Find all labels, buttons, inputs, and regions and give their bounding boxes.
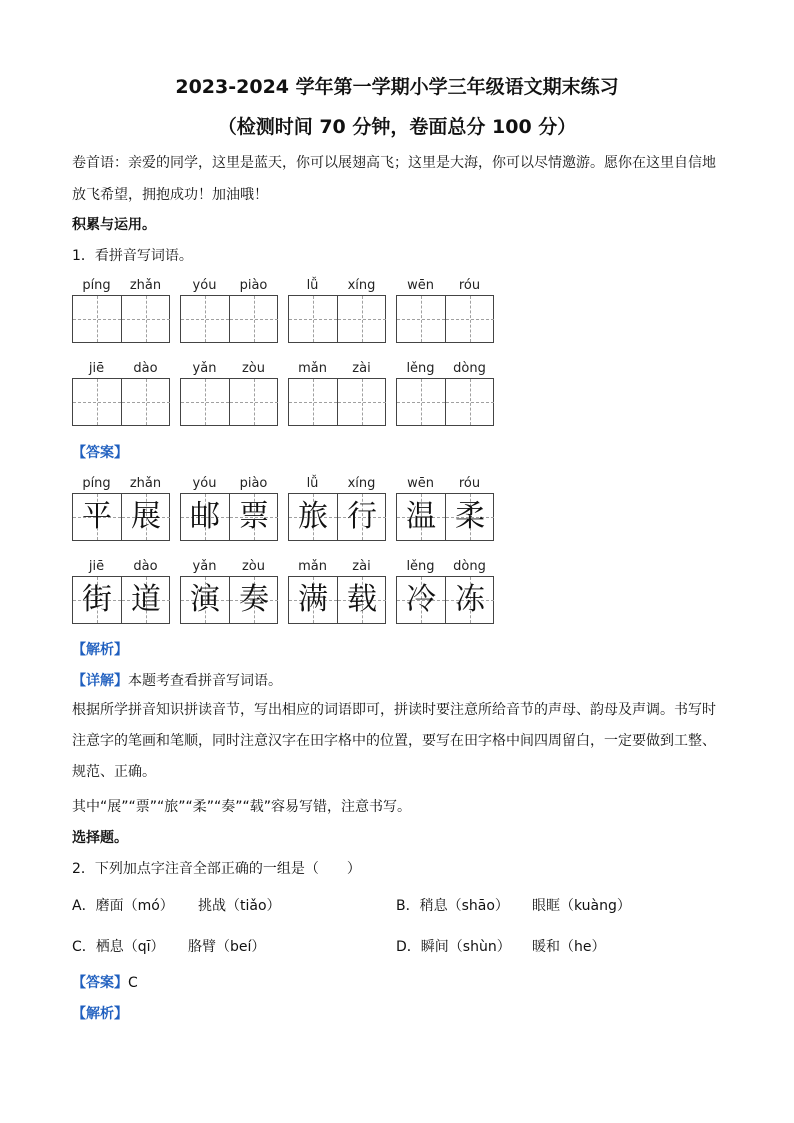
pinyin-label: yóu [192,278,217,293]
section-heading-1: 积累与运用。 [72,217,156,233]
tianzige-cell [229,577,278,623]
pinyin-label: dào [133,559,158,574]
page-subtitle: （检测时间 70 分钟，卷面总分 100 分） [217,116,577,138]
tianzige-cell [289,494,337,540]
tianzige-box [396,493,494,541]
answer-character: 满 [298,582,328,617]
tianzige-box [72,576,170,624]
option-a-1: A．磨面（mó） [72,898,174,914]
answer-character: 冷 [406,582,436,617]
pinyin-label: yǎn [192,559,217,574]
answer-character: 街 [82,582,112,617]
tianzige-cell [337,296,386,342]
answer-character: 奏 [239,582,269,617]
preface-line-1: 卷首语：亲爱的同学，这里是蓝天，你可以展翅高飞；这里是大海，你可以尽情邀游。愿你在这里自信地 [72,155,716,171]
analysis-note: 其中“展”“票”“旅”“柔”“奏”“载”容易写错，注意书写。 [72,799,412,815]
option-b-2: 眼眶（kuàng） [532,898,631,914]
tianzige-cell [181,494,229,540]
pinyin-label: zài [352,361,371,376]
section-heading-2: 选择题。 [72,830,128,846]
q2-answer-tag: 【答案】 [72,975,128,991]
tianzige-cell [121,296,170,342]
tianzige-cell [73,494,121,540]
detail-tag: 【详解】 [72,673,128,689]
tianzige-box [72,295,170,343]
q2-answer-value: C [128,975,138,991]
q2-analysis-tag: 【解析】 [72,1006,128,1022]
tianzige-box [180,295,278,343]
answer-tag: 【答案】 [72,445,128,461]
question-2: 2．下列加点字注音全部正确的一组是（ ） [72,861,361,877]
q2-answer-line [72,972,138,992]
tianzige-cell [121,379,170,425]
tianzige-cell [289,577,337,623]
pinyin-label: zòu [241,361,266,376]
tianzige-cell [397,494,445,540]
answer-character: 柔 [455,499,485,534]
tianzige-box [180,378,278,426]
option-b-1: B．稍息（shāo） [396,898,509,914]
pinyin-label: dòng [453,361,486,376]
answer-character: 载 [347,582,377,617]
preface-line-2: 放飞希望，拥抱成功！加油哦！ [72,187,268,203]
pinyin-label: zhǎn [129,278,162,293]
answer-character: 冻 [455,582,485,617]
option-a-2: 挑战（tiǎo） [198,898,281,914]
pinyin-label: yǎn [192,361,217,376]
analysis-tag: 【解析】 [72,642,128,658]
pinyin-label: lěng [406,559,435,574]
tianzige-cell [121,577,170,623]
pinyin-label: wēn [407,476,434,491]
option-d-1: D．瞬间（shùn） [396,939,511,955]
tianzige-box [288,493,386,541]
detail-line [72,670,282,690]
tianzige-cell [229,296,278,342]
tianzige-cell [181,577,229,623]
page-title: 2023-2024 学年第一学期小学三年级语文期末练习 [175,76,619,98]
tianzige-box [72,378,170,426]
analysis-paragraph: 根据所学拼音知识拼读音节，写出相应的词语即可，拼读时要注意所给音节的声母、韵母及声调。书写时注意字的笔画和笔顺，同时注意汉字在田字格中的位置，要写在田字格中间四周留白，一定要做到工整、规范、正确。 [72,702,716,780]
question-1: 1．看拼音写词语。 [72,248,193,264]
pinyin-label: píng [82,278,111,293]
tianzige-box [180,493,278,541]
tianzige-box [396,576,494,624]
tianzige-cell [337,379,386,425]
tianzige-cell [445,296,494,342]
tianzige-box [288,295,386,343]
pinyin-label: piào [239,278,268,293]
pinyin-label: jiē [88,361,105,376]
answer-character: 展 [131,499,161,534]
pinyin-label: xíng [347,278,376,293]
pinyin-label: xíng [347,476,376,491]
detail-text: 本题考查看拼音写词语。 [128,673,282,689]
pinyin-label: róu [458,476,481,491]
pinyin-label: zhǎn [129,476,162,491]
pinyin-label: yóu [192,476,217,491]
answer-character: 行 [347,499,377,534]
tianzige-cell [397,296,445,342]
tianzige-cell [181,379,229,425]
pinyin-label: lěng [406,361,435,376]
tianzige-cell [121,494,170,540]
pinyin-label: wēn [407,278,434,293]
tianzige-cell [337,577,386,623]
tianzige-cell [73,296,121,342]
tianzige-cell [397,577,445,623]
tianzige-box [180,576,278,624]
pinyin-label: lǚ [306,278,319,293]
tianzige-cell [397,379,445,425]
tianzige-box [396,378,494,426]
answer-character: 旅 [298,499,328,534]
tianzige-cell [229,494,278,540]
tianzige-box [396,295,494,343]
pinyin-label: píng [82,476,111,491]
tianzige-cell [445,577,494,623]
tianzige-cell [73,577,121,623]
pinyin-label: zòu [241,559,266,574]
tianzige-cell [289,379,337,425]
pinyin-label: mǎn [298,361,327,376]
option-c-1: C．栖息（qī） [72,939,165,955]
pinyin-label: lǚ [306,476,319,491]
answer-character: 演 [190,582,220,617]
answer-character: 邮 [190,499,220,534]
answer-character: 道 [131,582,161,617]
tianzige-cell [181,296,229,342]
tianzige-cell [73,379,121,425]
pinyin-label: dào [133,361,158,376]
answer-character: 票 [239,499,269,534]
tianzige-cell [445,379,494,425]
option-c-2: 胳臂（beí） [188,939,266,955]
tianzige-cell [337,494,386,540]
tianzige-box [288,378,386,426]
tianzige-cell [445,494,494,540]
pinyin-label: piào [239,476,268,491]
pinyin-label: dòng [453,559,486,574]
tianzige-cell [229,379,278,425]
tianzige-box [72,493,170,541]
tianzige-cell [289,296,337,342]
tianzige-box [288,576,386,624]
pinyin-label: jiē [88,559,105,574]
pinyin-label: zài [352,559,371,574]
pinyin-label: mǎn [298,559,327,574]
option-d-2: 暖和（he） [532,939,606,955]
answer-character: 平 [82,499,112,534]
pinyin-label: róu [458,278,481,293]
answer-character: 温 [406,499,436,534]
